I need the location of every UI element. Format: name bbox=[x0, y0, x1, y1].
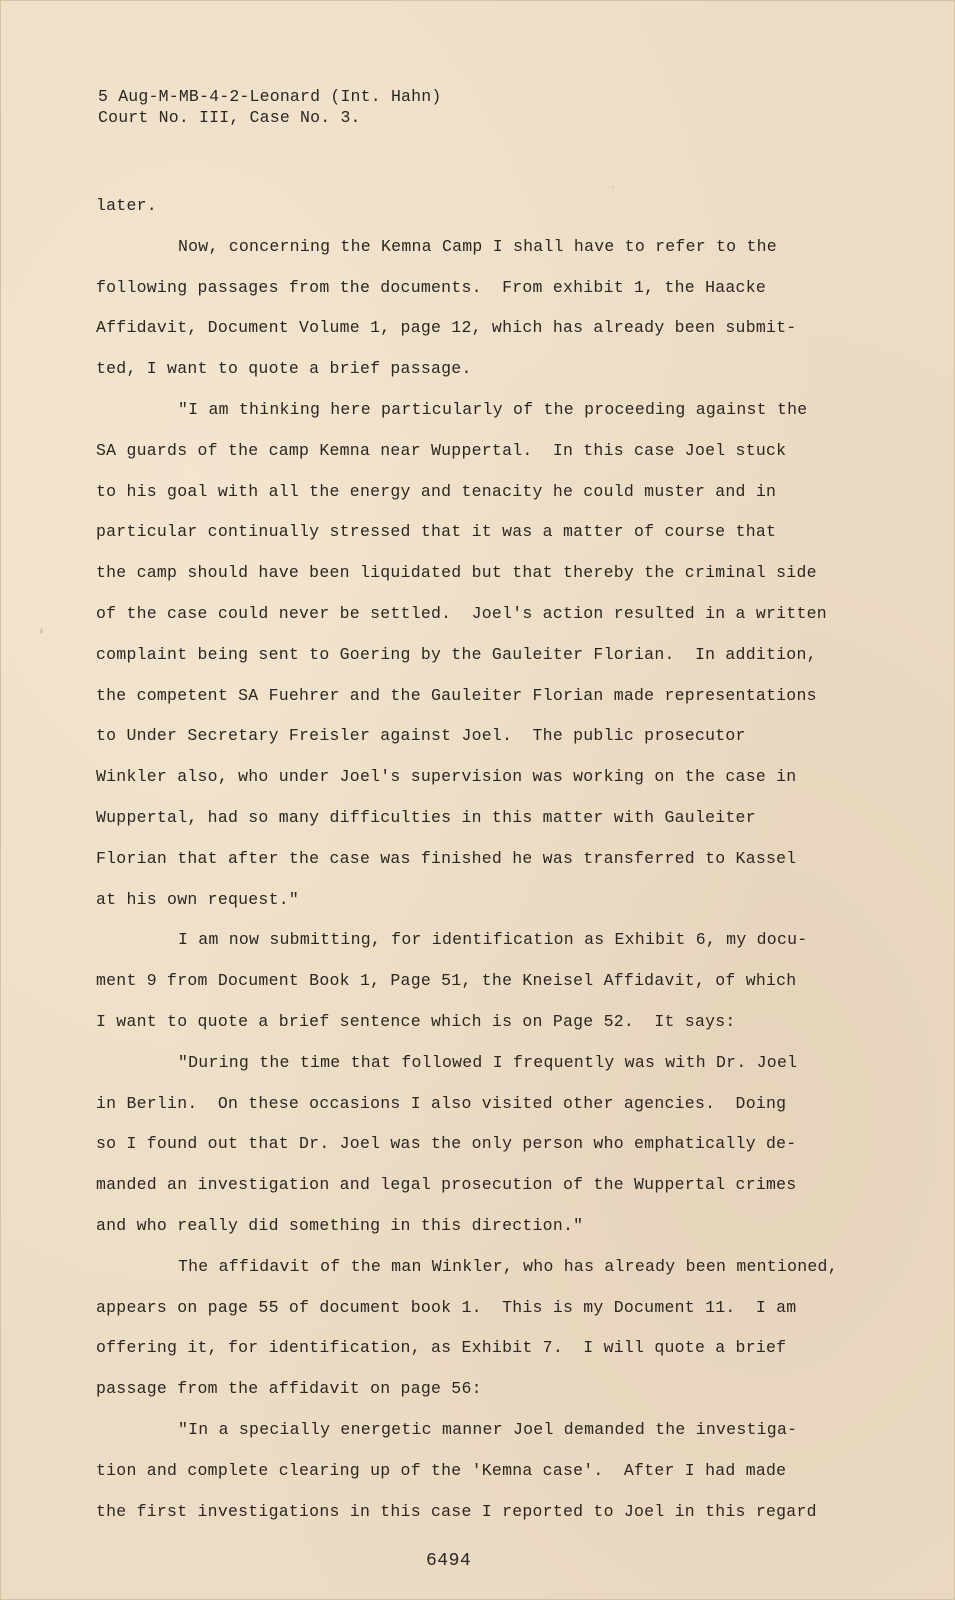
text-line: complaint being sent to Goering by the Gauleiter Florian. In addition, bbox=[96, 644, 817, 664]
text-line: later. bbox=[96, 196, 157, 215]
text-line: SA guards of the camp Kemna near Wuppertal. In this case Joel stuck bbox=[96, 440, 787, 460]
text-line: manded an investigation and legal prosecution of the Wuppertal crimes bbox=[96, 1175, 797, 1195]
text-line: I want to quote a brief sentence which is on Page 52. It says: bbox=[96, 1011, 736, 1031]
text-line: appears on page 55 of document book 1. This is my Document 11. I am bbox=[96, 1297, 797, 1317]
text-line: Winkler also, who under Joel's supervision was working on the case in bbox=[96, 767, 797, 787]
text-line: ted, I want to quote a brief passage. bbox=[96, 359, 472, 379]
text-line: following passages from the documents. From exhibit 1, the Haacke bbox=[96, 277, 767, 297]
paper-speck bbox=[612, 186, 614, 188]
text-line: I am now submitting, for identification as Exhibit 6, my docu- bbox=[178, 930, 808, 950]
text-line: in Berlin. On these occasions I also visited other agencies. Doing bbox=[96, 1093, 787, 1113]
text-line: to Under Secretary Freisler against Joel. The public prosecutor bbox=[96, 726, 746, 746]
text-line: Affidavit, Document Volume 1, page 12, which has already been submit- bbox=[96, 318, 797, 338]
text-line: passage from the affidavit on page 56: bbox=[96, 1379, 482, 1399]
text-line: so I found out that Dr. Joel was the only person who emphatically de- bbox=[96, 1134, 797, 1154]
header-line-2: Court No. III, Case No. 3. bbox=[98, 108, 361, 127]
text-line: particular continually stressed that it was a matter of course that bbox=[96, 522, 777, 542]
text-line: Wuppertal, had so many difficulties in this matter with Gauleiter bbox=[96, 807, 756, 827]
text-line: Florian that after the case was finished he was transferred to Kassel bbox=[96, 848, 797, 868]
text-line: The affidavit of the man Winkler, who has already been mentioned, bbox=[178, 1256, 838, 1276]
text-line: at his own request." bbox=[96, 889, 300, 909]
text-line: tion and complete clearing up of the 'Kemna case'. After I had made bbox=[96, 1460, 787, 1480]
text-line: "During the time that followed I frequently was with Dr. Joel bbox=[178, 1052, 798, 1072]
document-header bbox=[98, 86, 441, 128]
header-line-1: 5 Aug-M-MB-4-2-Leonard (Int. Hahn) bbox=[98, 87, 442, 106]
page-number: 6494 bbox=[426, 1551, 472, 1571]
text-line: the first investigations in this case I reported to Joel in this regard bbox=[96, 1501, 817, 1521]
text-line: the competent SA Fuehrer and the Gauleiter Florian made representations bbox=[96, 685, 817, 705]
text-line: and who really did something in this direction." bbox=[96, 1215, 584, 1235]
text-line: the camp should have been liquidated but that thereby the criminal side bbox=[96, 563, 817, 583]
text-line: offering it, for identification, as Exhibit 7. I will quote a brief bbox=[96, 1338, 787, 1358]
text-line: to his goal with all the energy and tenacity he could muster and in bbox=[96, 481, 777, 501]
text-line: "In a specially energetic manner Joel demanded the investiga- bbox=[178, 1419, 798, 1439]
text-line: of the case could never be settled. Joel's action resulted in a written bbox=[96, 603, 827, 623]
document-body bbox=[96, 186, 836, 1532]
text-line: ment 9 from Document Book 1, Page 51, the Kneisel Affidavit, of which bbox=[96, 971, 797, 991]
text-line: Now, concerning the Kemna Camp I shall have to refer to the bbox=[178, 236, 777, 256]
paper-speck bbox=[40, 628, 43, 634]
text-line: "I am thinking here particularly of the proceeding against the bbox=[178, 399, 808, 419]
